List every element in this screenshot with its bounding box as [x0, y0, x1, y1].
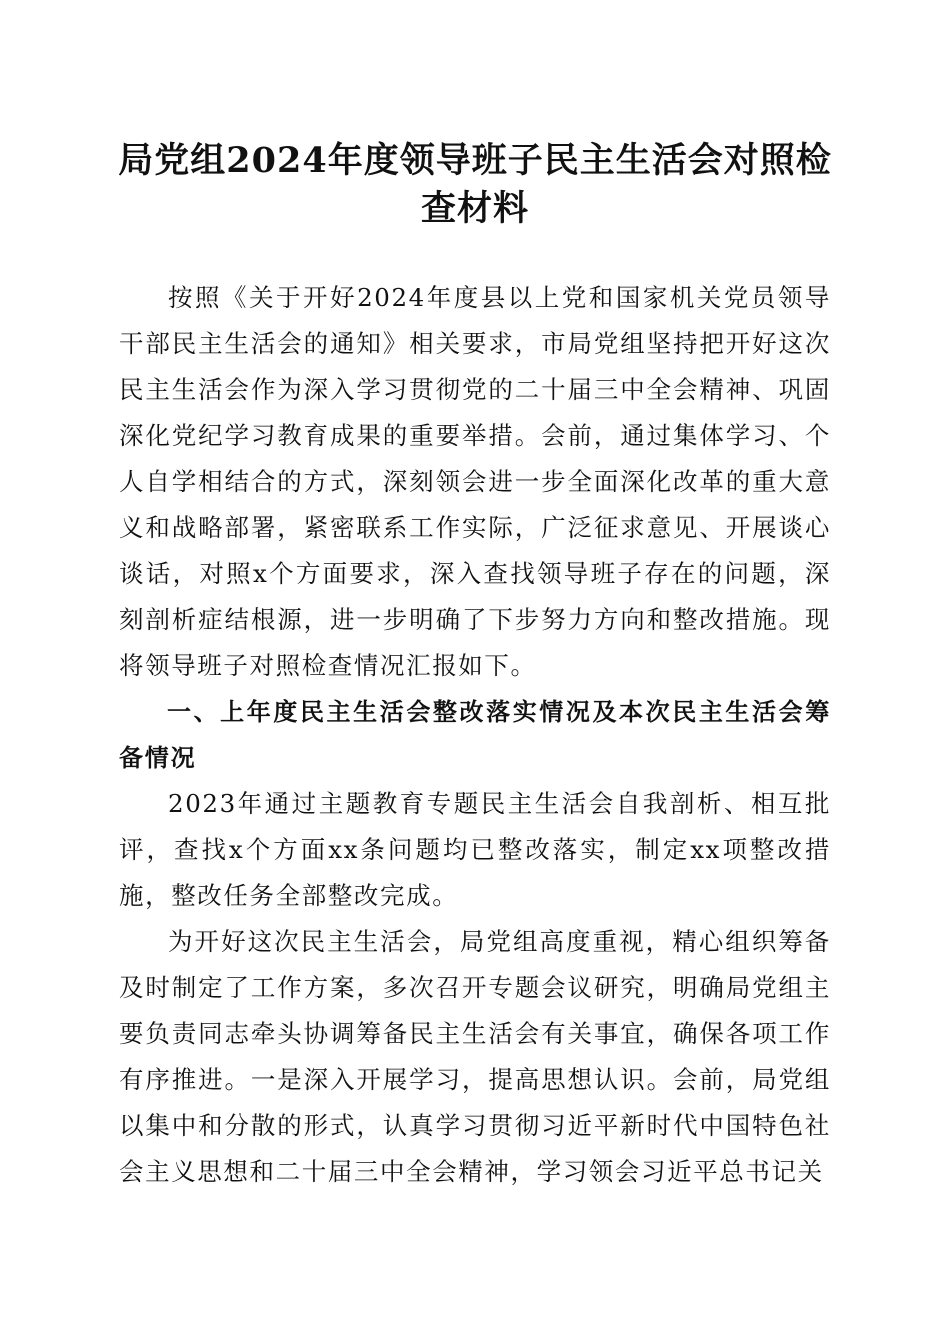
- section-heading-1: 一、上年度民主生活会整改落实情况及本次民主生活会筹备情况: [119, 698, 831, 772]
- document-body: [119, 275, 831, 1195]
- document-title-line-1: 局党组2024年度领导班子民主生活会对照检: [118, 140, 832, 181]
- rectification-paragraph: 2023年通过主题教育专题民主生活会自我剖析、相互批评，查找x个方面xx条问题均已整改落实，制定xx项整改措施，整改任务全部整改完成。: [119, 789, 831, 910]
- preparation-paragraph: 为开好这次民主生活会，局党组高度重视，精心组织筹备及时制定了工作方案，多次召开专题会议研究，明确局党组主要负责同志牵头协调筹备民主生活会有关事宜，确保各项工作有序推进。一是深入开展学习，提高思想认识。会前，局党组以集中和分散的形式，认真学习贯彻习近平新时代中国特色社会主义思想和二十届三中全会精神，学习领会习近平总书记关: [119, 927, 831, 1186]
- document-title-line-2: 查材料: [420, 188, 529, 229]
- intro-paragraph: 按照《关于开好2024年度县以上党和国家机关党员领导干部民主生活会的通知》相关要求，市局党组坚持把开好这次民主生活会作为深入学习贯彻党的二十届三中全会精神、巩固深化党纪学习教育成果的重要举措。会前，通过集体学习、个人自学相结合的方式，深刻领会进一步全面深化改革的重大意义和战略部署，紧密联系工作实际，广泛征求意见、开展谈心谈话，对照x个方面要求，深入查找领导班子存在的问题，深刻剖析症结根源，进一步明确了下步努力方向和整改措施。现将领导班子对照检查情况汇报如下。: [119, 283, 831, 680]
